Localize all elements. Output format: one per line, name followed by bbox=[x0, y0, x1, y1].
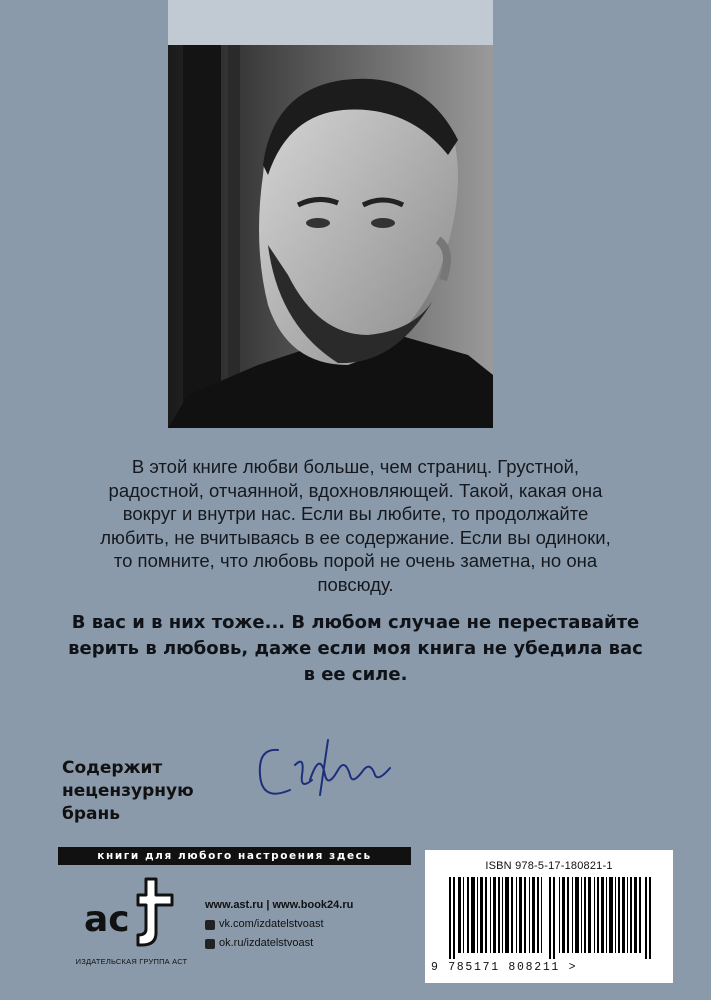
description-paragraph bbox=[60, 455, 651, 597]
publisher-logo bbox=[76, 873, 186, 953]
author-photo bbox=[168, 0, 493, 428]
author-portrait-image bbox=[168, 45, 493, 428]
description-line: то помните, что любовь порой не очень заметна, но она bbox=[113, 550, 598, 572]
warning-line: нецензурную bbox=[62, 781, 194, 801]
description-line: повсюду. bbox=[317, 573, 394, 595]
photo-top-band bbox=[168, 0, 493, 45]
warning-line: брань bbox=[62, 804, 121, 824]
emphasis-line: в ее силе. bbox=[303, 664, 408, 685]
svg-text:ас: ас bbox=[84, 899, 130, 940]
ok-icon bbox=[205, 939, 215, 949]
description-line: В этой книге любви больше, чем страниц. Грустной, bbox=[131, 456, 580, 477]
barcode-graphic bbox=[449, 877, 657, 959]
ok-link[interactable]: ok.ru/izdatelstvoast bbox=[219, 937, 314, 949]
emphasis-line: В вас и в них тоже... В любом случае не переставайте bbox=[71, 612, 640, 633]
warning-line: Содержит bbox=[62, 758, 163, 778]
description-line: любить, не вчитываясь в ее содержание. Если вы одиноки, bbox=[100, 526, 611, 548]
description-line: радостной, отчаянной, вдохновляющей. Такой, какая она bbox=[108, 479, 603, 501]
description-line: вокруг и внутри нас. Если вы любите, то продолжайте bbox=[122, 503, 589, 525]
emphasis-paragraph bbox=[60, 610, 651, 688]
vk-icon bbox=[205, 920, 215, 930]
publisher-tagline: книги для любого настроения здесь bbox=[58, 847, 411, 865]
vk-link[interactable]: vk.com/izdatelstvoast bbox=[219, 918, 324, 930]
ok-link-row[interactable] bbox=[205, 934, 415, 953]
publisher-name: ИЗДАТЕЛЬСКАЯ ГРУППА АСТ bbox=[75, 957, 188, 966]
author-signature bbox=[250, 730, 405, 810]
publisher-links bbox=[205, 896, 415, 953]
website-links[interactable]: www.ast.ru | www.book24.ru bbox=[205, 899, 354, 911]
isbn-label: ISBN 978-5-17-180821-1 bbox=[485, 860, 613, 872]
content-warning bbox=[62, 757, 232, 826]
barcode-digits: 9 785171 808211 > bbox=[431, 961, 578, 974]
emphasis-line: верить в любовь, даже если моя книга не убедила вас bbox=[68, 638, 643, 659]
isbn-barcode-box bbox=[425, 850, 673, 983]
vk-link-row[interactable] bbox=[205, 915, 415, 934]
